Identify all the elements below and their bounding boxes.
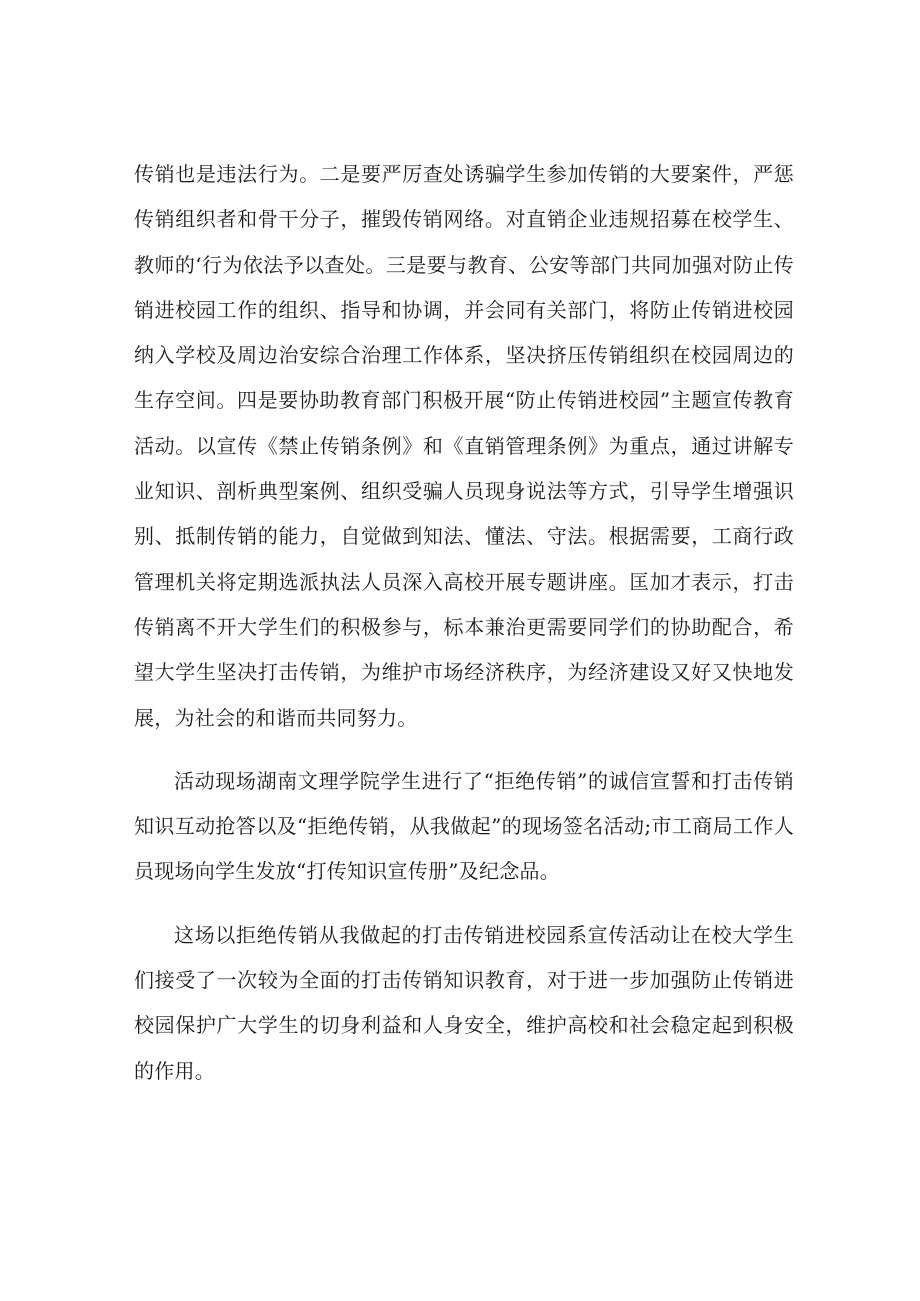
paragraph-3: 这场以拒绝传销从我做起的打击传销进校园系宣传活动让在校大学生们接受了一次较为全面的打击传销知识教育，对于进一步加强防止传销进校园保护广大学生的切身利益和人身安全，维护高校和社会稳定起到积极的作用。: [134, 922, 794, 1083]
paragraph-2: 活动现场湖南文理学院学生进行了“拒绝传销”的诚信宣誓和打击传销知识互动抢答以及“拒绝传销，从我做起”的现场签名活动;市工商局工作人员现场向学生发放“打传知识宣传册”及纪念品。: [134, 768, 794, 884]
document-body: [134, 152, 794, 1094]
paragraph-1: 传销也是违法行为。二是要严厉查处诱骗学生参加传销的大要案件，严惩传销组织者和骨干分子，摧毁传销网络。对直销企业违规招募在校学生、教师的‘行为依法予以查处。三是要与教育、公安等部门共同加强对防止传销进校园工作的组织、指导和协调，并会同有关部门，将防止传销进校园纳入学校及周边治安综合治理工作体系，坚决挤压传销组织在校园周边的生存空间。四是要协助教育部门积极开展“防止传销进校园”主题宣传教育活动。以宣传《禁止传销条例》和《直销管理条例》为重点，通过讲解专业知识、剖析典型案例、组织受骗人员现身说法等方式，引导学生增强识别、抵制传销的能力，自觉做到知法、懂法、守法。根据需要，工商行政管理机关将定期选派执法人员深入高校开展专题讲座。匡加才表示，打击传销离不开大学生们的积极参与，标本兼治更需要同学们的协助配合，希望大学生坚决打击传销，为维护市场经济秩序，为经济建设又好又快地发展，为社会的和谐而共同努力。: [134, 162, 794, 730]
